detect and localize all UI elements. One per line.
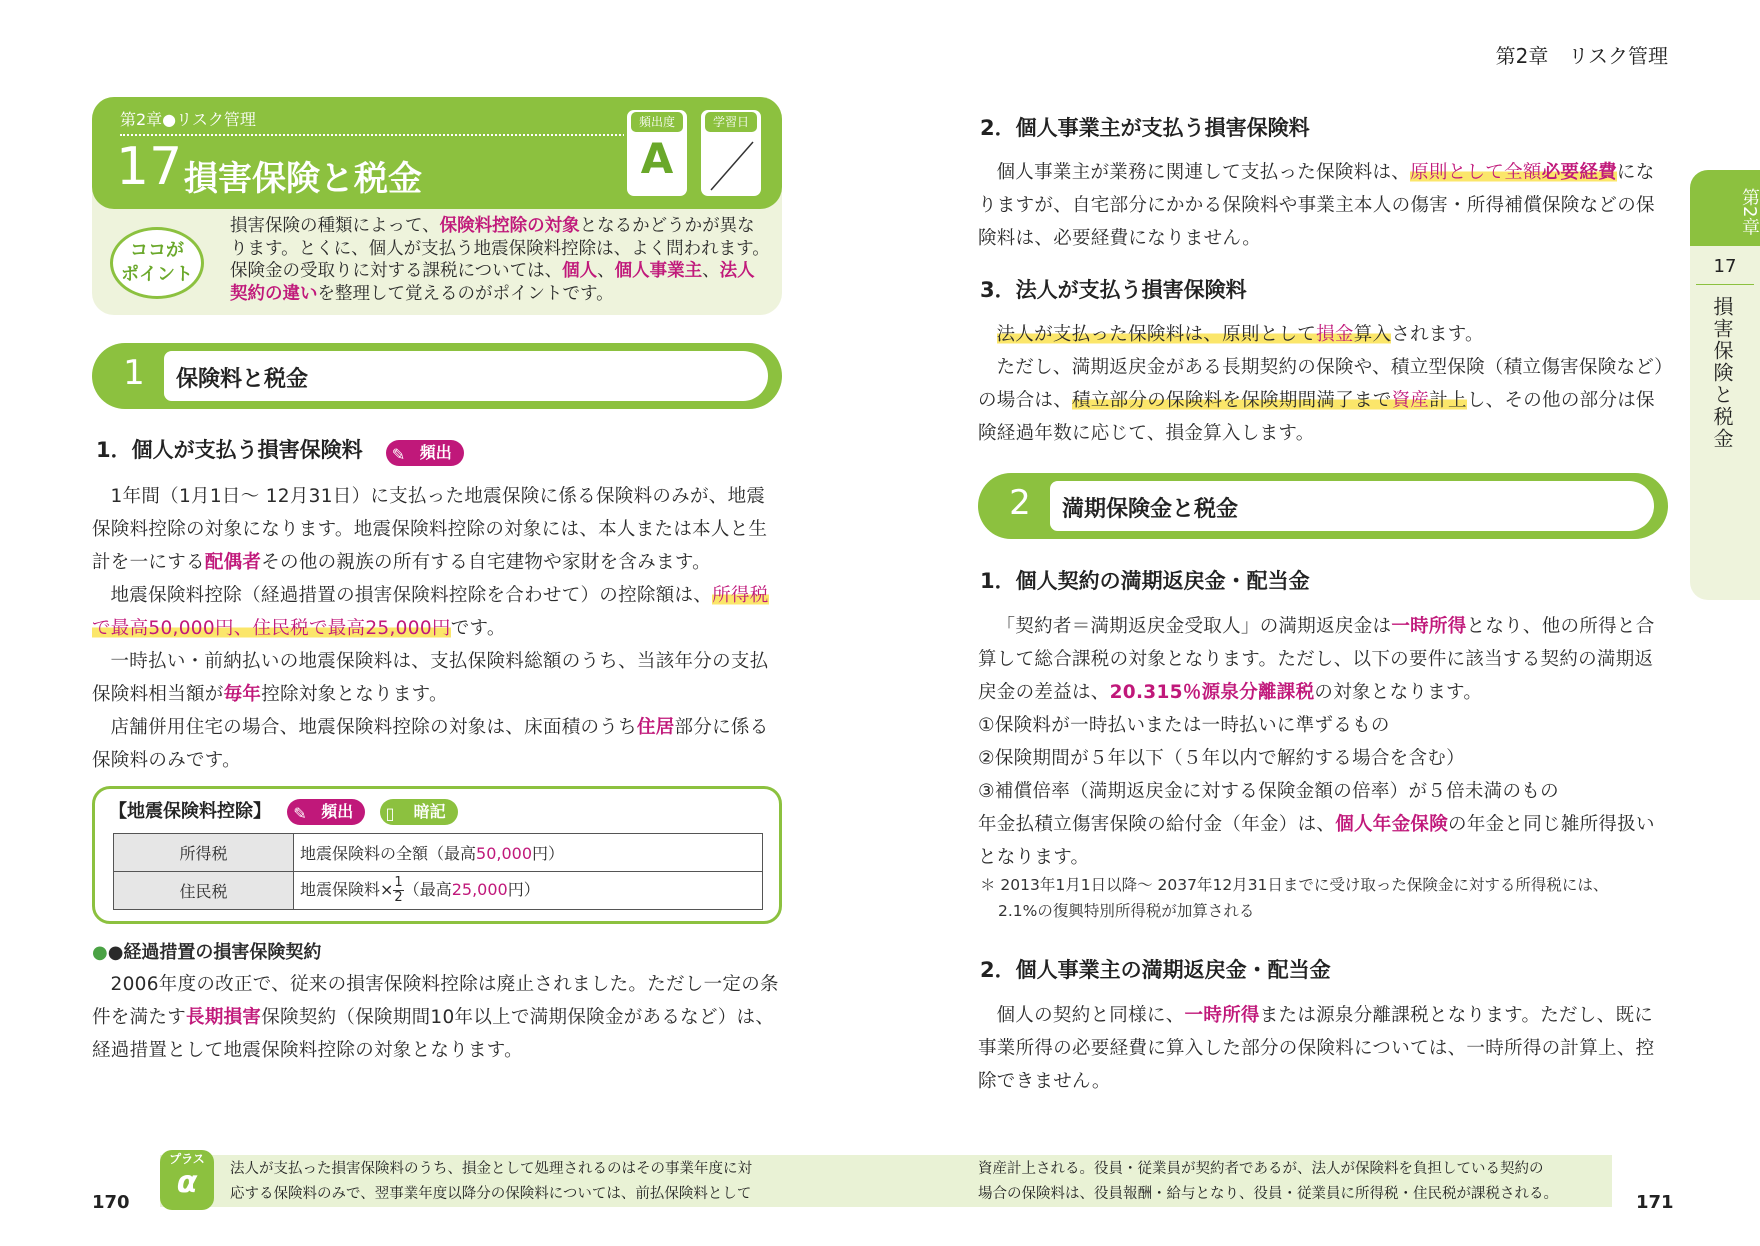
frequent-tag: ✎ 頻出	[287, 799, 365, 825]
title-divider	[120, 134, 632, 136]
paragraph: 「契約者＝満期返戻金受取人」の満期返戻金は一時所得となり、他の所得と合算して総合課税の対象となります。ただし、以下の要件に該当する契約の満期返戻金の差益は、20.315％源泉分離課税の対象となります。	[978, 616, 1655, 703]
section-number: 1	[123, 353, 145, 393]
section-title: 満期保険金と税金	[1062, 497, 1239, 522]
study-date-badge	[698, 107, 764, 199]
section-title-box	[164, 351, 768, 401]
paragraph: 個人事業主が業務に関連して支払った保険料は、原則として全額必要経費になりますが、自宅部分にかかる保険料や事業主本人の傷害・所得補償保険などの保険料は、必要経費になりません。	[978, 162, 1655, 249]
frequency-label: 頻出度	[631, 112, 683, 132]
point-label: ココが ポイント	[110, 227, 204, 299]
side-title: 損害保険と税金	[1710, 296, 1734, 450]
pencil-icon: ✎	[391, 444, 406, 464]
body-right	[978, 318, 1668, 450]
paragraph: 年金払積立傷害保険の給付金（年金）は、個人年金保険の年金と同じ雑所得扱いとなります。	[978, 814, 1655, 868]
body-left	[92, 480, 782, 777]
plus-alpha-text-left: 法人が支払った損害保険料のうち、損金として処理されるのはその事業年度に対 応する保険料のみで、翌事業年度以降分の保険料については、前払保険料として	[230, 1161, 752, 1202]
plus-alpha-text-right: 資産計上される。役員・従業員が契約者であるが、法人が保険料を負担している契約の 場合の保険料は、役員報酬・給与となり、役員・従業員に所得税・住民税が課税される。	[978, 1161, 1558, 1202]
paragraph: 地震保険料控除（経過措置の損害保険料控除を合わせて）の控除額は、所得税で最高50,000円、住民税で最高25,000円です。	[92, 585, 769, 639]
subheading-individual-premium: 1．個人が支払う損害保険料 ✎ 頻出	[96, 434, 464, 466]
footnote: ＊ 2013年1月1日以降～ 2037年12月31日までに受け取った保険金に対する所得税には、 2.1%の復興特別所得税が加算される	[980, 876, 1609, 920]
transition-paragraph: 2006年度の改正で、従来の損害保険料控除は廃止されました。ただし一定の条件を満たす長期損害保険契約（保険期間10年以上で満期保険金があるなど）は、経過措置として地震保険料控除の対象となります。	[92, 974, 779, 1061]
frequency-value: A	[640, 134, 674, 183]
subheading-sole-proprietor-premium: 2．個人事業主が支払う損害保険料	[980, 116, 1310, 140]
running-head: 第2章 リスク管理	[1495, 44, 1668, 68]
page-number-right: 171	[1636, 1192, 1674, 1213]
page-number-left: 170	[92, 1192, 130, 1213]
table-row: 住民税 地震保険料× $\frac{1}{2}$ （最高25,000円）	[114, 872, 763, 910]
frequent-tag: ✎ 頻出	[386, 440, 464, 466]
title-box	[92, 97, 782, 315]
paragraph: 法人が支払った保険料は、原則として損金算入されます。	[996, 324, 1484, 345]
transition-heading: ●●経過措置の損害保険契約	[92, 942, 322, 963]
table-row: 所得税 地震保険料の全額（最高50,000円）	[114, 834, 763, 872]
section-title-box	[1050, 481, 1654, 531]
list-item: ②保険期間が５年以下（５年以内で解約する場合を含む）	[978, 748, 1465, 769]
memorize-tag: ▯ 暗記	[380, 799, 458, 825]
slash-mark	[709, 140, 755, 192]
section-header-1	[92, 343, 782, 409]
deduction-table-box	[92, 786, 782, 924]
page-title: 損害保険と税金	[184, 159, 422, 199]
table-title: 【地震保険料控除】 ✎ 頻出 ▯ 暗記	[109, 797, 458, 825]
paragraph: 一時払い・前納払いの地震保険料は、支払保険料総額のうち、当該年分の支払保険料相当額が毎年控除対象となります。	[92, 651, 769, 705]
chapter-tag: 第2章●リスク管理	[120, 110, 256, 129]
paragraph: ただし、満期返戻金がある長期契約の保険や、積立型保険（積立傷害保険など）の場合は、積立部分の保険料を保険期間満了まで資産計上し、その他の部分は保険経過年数に応じて、損金算入します。	[978, 357, 1664, 444]
study-date-label: 学習日	[705, 112, 757, 132]
subheading-corporate-premium: 3．法人が支払う損害保険料	[980, 278, 1247, 302]
deduction-table	[113, 833, 763, 910]
side-chapter: 第2章	[1690, 170, 1760, 246]
book-icon: ▯	[385, 804, 395, 823]
body-maturity	[978, 610, 1668, 874]
subheading-sole-proprietor-maturity: 2．個人事業主の満期返戻金・配当金	[980, 958, 1331, 982]
fraction: $\frac{1}{2}$	[394, 875, 403, 905]
lesson-number: 17	[116, 137, 183, 197]
paragraph: 店舗併用住宅の場合、地震保険料控除の対象は、床面積のうち住居部分に係る保険料のみです。	[92, 717, 769, 771]
pencil-icon: ✎	[293, 804, 307, 823]
section-header-2	[978, 473, 1668, 539]
paragraph: 1年間（1月1日～ 12月31日）に支払った地震保険に係る保険料のみが、地震保険料控除の対象になります。地震保険料控除の対象には、本人または本人と生計を一にする配偶者その他の親族の所有する自宅建物や家財を含みます。	[92, 486, 768, 573]
list-item: ①保険料が一時払いまたは一時払いに準ずるもの	[978, 715, 1390, 736]
title-banner	[92, 97, 782, 209]
subheading-individual-maturity: 1．個人契約の満期返戻金・配当金	[980, 569, 1310, 593]
plus-alpha-icon: プラス α	[160, 1150, 214, 1210]
list-item: ③補償倍率（満期返戻金に対する保険金額の倍率）が５倍未満のもの	[978, 781, 1559, 802]
side-divider	[1696, 284, 1754, 285]
side-lesson-number: 17	[1713, 256, 1737, 277]
frequency-badge	[624, 107, 690, 199]
paragraph: 個人の契約と同様に、一時所得または源泉分離課税となります。ただし、既に事業所得の必要経費に算入した部分の保険料については、一時所得の計算上、控除できません。	[978, 1005, 1655, 1092]
point-text: 損害保険の種類によって、保険料控除の対象となるかどうかが異なります。とくに、個人が支払う地震保険料控除は、よく問われます。保険金の受取りに対する課税については、個人、個人事業主、法人契約の違いを整理して覚えるのがポイントです。	[230, 216, 770, 304]
section-title: 保険料と税金	[176, 367, 309, 392]
bullet-icon: ●	[92, 942, 108, 963]
chapter-side-tab	[1690, 170, 1760, 600]
section-number: 2	[1009, 483, 1031, 523]
